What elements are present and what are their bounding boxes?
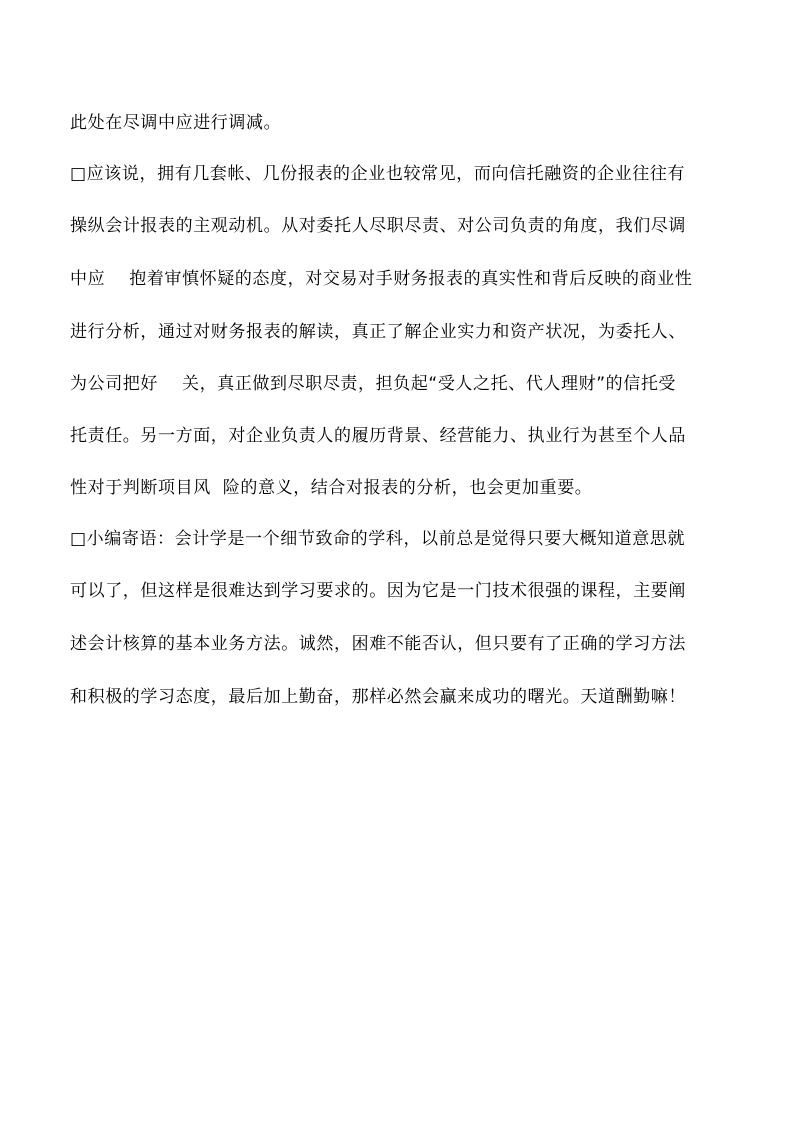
- text-line: 为公司把好 关，真正做到尽职尽责，担负起“受人之托、代人理财”的信托受: [70, 374, 677, 394]
- text-line: 此处在尽调中应进行调减。: [70, 113, 282, 133]
- text-line: 可以了，但这样是很难达到学习要求的。因为它是一门技术很强的课程，主要阐: [70, 581, 686, 601]
- text-line: 托责任。另一方面，对企业负责人的履历背景、经营能力、执业行为甚至个人品: [70, 426, 686, 446]
- text-line: 操纵会计报表的主观动机。从对委托人尽职尽责、对公司负责的角度，我们尽调: [70, 216, 686, 236]
- text-line: 和积极的学习态度，最后加上勤奋，那样必然会赢来成功的曙光。天道酬勤嘛！: [70, 687, 686, 707]
- text-line: 性对于判断项目风 险的意义，结合对报表的分析，也会更加重要。: [70, 478, 593, 498]
- text-line: □应该说，拥有几套帐、几份报表的企业也较常见，而向信托融资的企业往往有: [70, 164, 686, 184]
- text-line: □小编寄语：会计学是一个细节致命的学科，以前总是觉得只要大概知道意思就: [70, 529, 686, 549]
- text-line: 进行分析，通过对财务报表的解读，真正了解企业实力和资产状况，为委托人、: [70, 322, 686, 342]
- text-line: 中应 抱着审慎怀疑的态度，对交易对手财务报表的真实性和背后反映的商业性: [70, 269, 693, 289]
- text-line: 述会计核算的基本业务方法。诚然，困难不能否认，但只要有了正确的学习方法: [70, 634, 686, 654]
